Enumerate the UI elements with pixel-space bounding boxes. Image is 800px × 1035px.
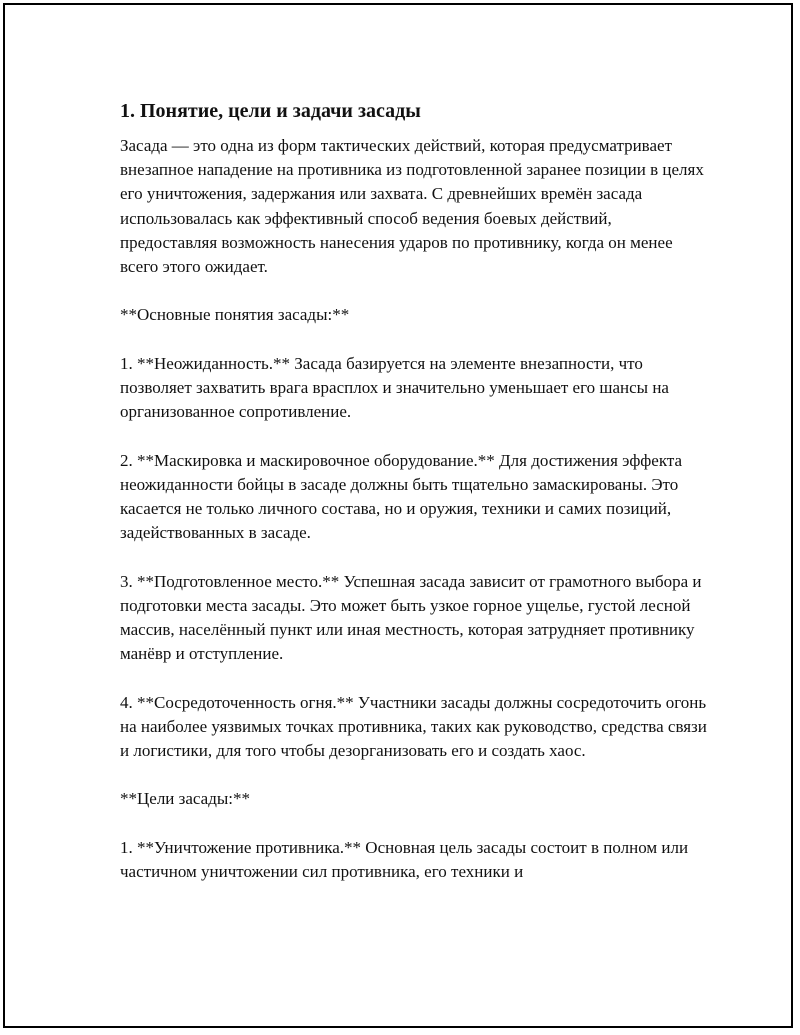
- concept-item-surprise: 1. **Неожиданность.** Засада базируется на элементе внезапности, что позволяет захватить врага врасплох и значительно уменьшает его шансы на организованное сопротивление.: [120, 353, 669, 422]
- concept-item-fire-concentration: 4. **Сосредоточенность огня.** Участники засады должны сосредоточить огонь на наиболее уязвимых точках противника, таких как руководство, средства связи и логистики, для того чтобы дезорганизовать его и создать хаос.: [120, 692, 707, 760]
- document-page: [3, 3, 793, 1028]
- concept-item-camouflage: 2. **Маскировка и маскировочное оборудование.** Для достижения эффекта неожиданности бойцы в засаде должны быть тщательно замаскированы. Это касается не только личного состава, но и оружия, техники и самих позиций, задействованных в засаде.: [120, 450, 683, 543]
- concept-item-prepared-place: 3. **Подготовленное место.** Успешная засада зависит от грамотного выбора и подготовки места засады. Это может быть узкое горное ущелье, густой лесной массив, населённый пункт или иная местность, которая затрудняет противнику манёвр и отступление.: [120, 571, 702, 664]
- document-body: [120, 98, 710, 908]
- concepts-subheading: **Основные понятия засады:**: [120, 305, 350, 325]
- section-heading: 1. Понятие, цели и задачи засады: [120, 100, 421, 122]
- goals-subheading: **Цели засады:**: [120, 789, 251, 809]
- intro-paragraph: Засада — это одна из форм тактических действий, которая предусматривает внезапное нападение на противника из подготовленной заранее позиции в целях его уничтожения, задержания или захвата. С древнейших времён засада использовалась как эффективный способ ведения боевых действий, предоставляя возможность нанесения ударов по противнику, когда он менее всего этого ожидает.: [120, 136, 704, 277]
- goal-item-destruction: 1. **Уничтожение противника.** Основная цель засады состоит в полном или частичном уничтожении сил противника, его техники и: [120, 837, 689, 881]
